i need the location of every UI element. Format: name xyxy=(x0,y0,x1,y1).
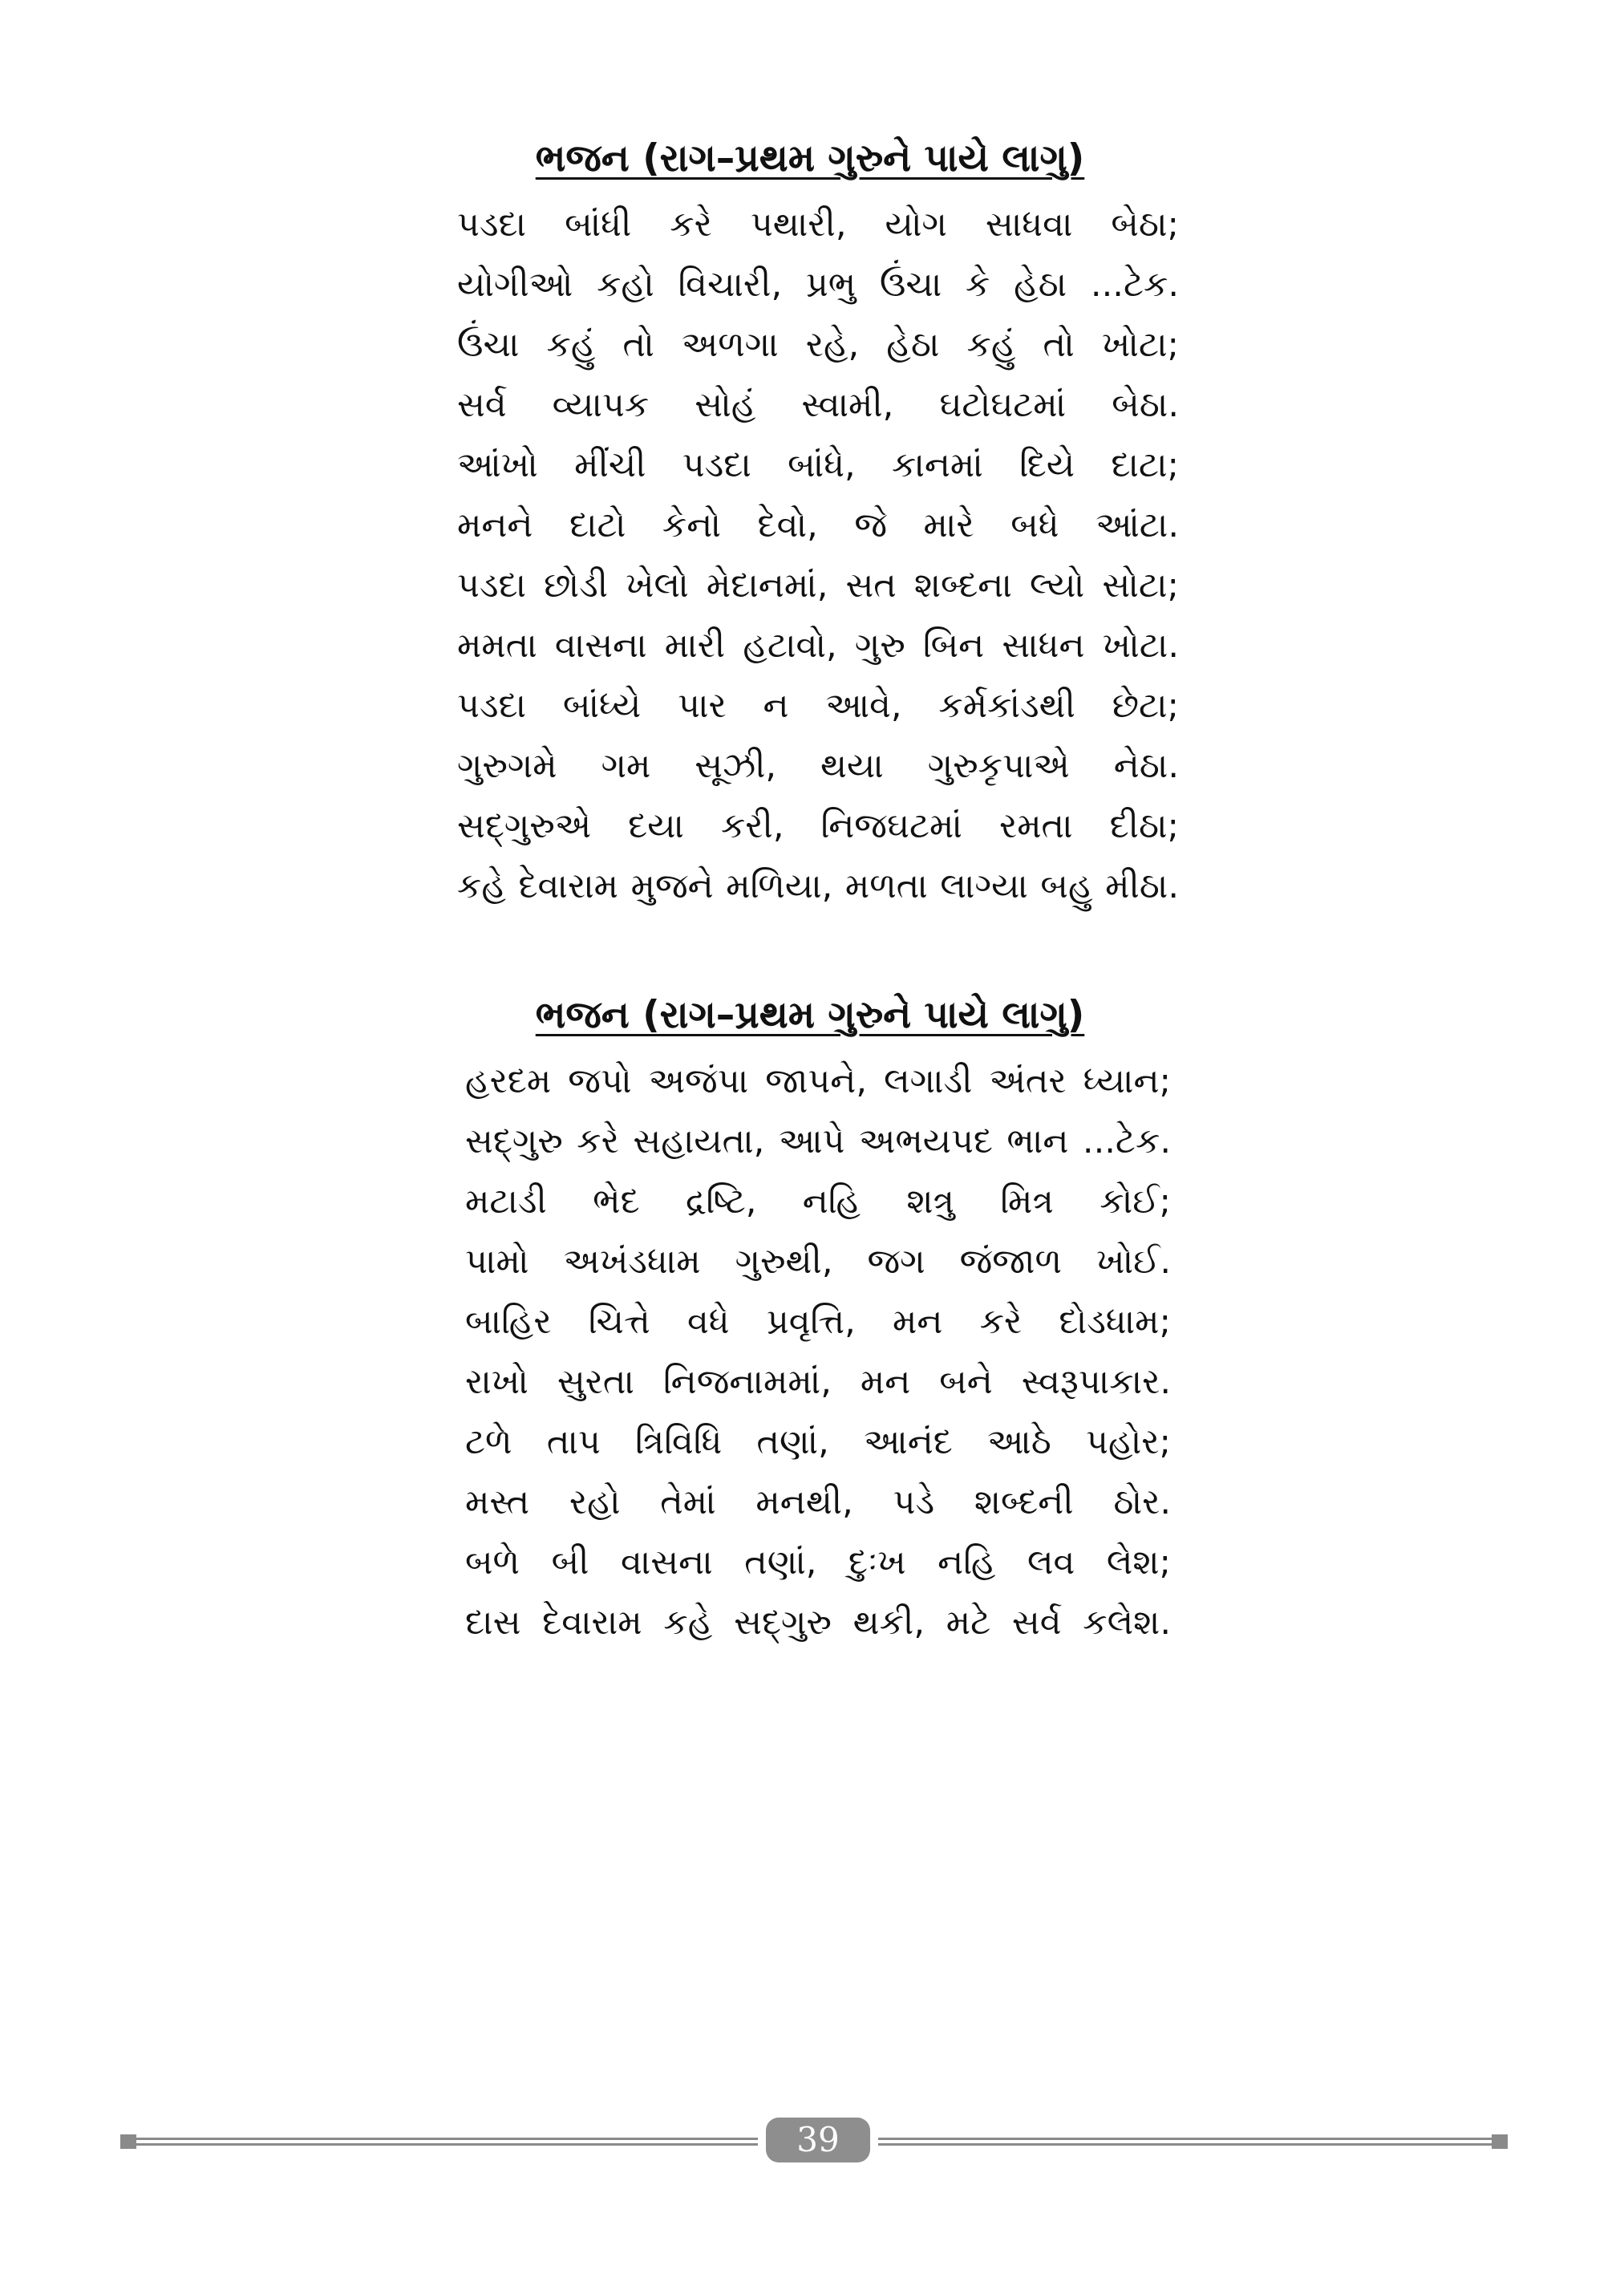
bhajan-2-line-7: ટળે તાપ ત્રિવિધિ તણાં, આનંદ આઠે પહોર; xyxy=(465,1422,1171,1462)
page-number: 39 xyxy=(766,2118,870,2162)
bhajan-1-line-12: કહે દેવારામ મુજને મળિયા, મળતા લાગ્યા બહુ મીઠા. xyxy=(457,866,1179,906)
footer-rule-left xyxy=(136,2138,758,2146)
footer-bar-cap-left xyxy=(120,2134,136,2149)
bhajan-1-line-4: સર્વ વ્યાપક સોહં સ્વામી, ઘટોઘટમાં બેઠા. xyxy=(457,385,1179,425)
footer-rule-right xyxy=(878,2138,1492,2146)
bhajan-1-line-10: ગુરુગમે ગમ સૂઝી, થયા ગુરુકૃપાએ નેઠા. xyxy=(457,746,1179,786)
bhajan-2-line-5: બાહિર ચિત્તે વધે પ્રવૃત્તિ, મન કરે દોડધામ; xyxy=(465,1302,1171,1342)
bhajan-2-line-2: સદ્‌ગુરુ કરે સહાયતા, આપે અભયપદ ભાન ...ટેક. xyxy=(465,1121,1171,1161)
bhajan-1-line-3: ઉંચા કહું તો અળગા રહે, હેઠા કહું તો ખોટા; xyxy=(457,325,1179,365)
bhajan-1-title: ભજન (રાગ–પ્રથમ ગુરુને પાયે લાગુ) xyxy=(535,136,1085,180)
bhajan-2-line-8: મસ્ત રહો તેમાં મનથી, પડે શબ્દની ઠોર. xyxy=(465,1482,1171,1522)
bhajan-1-line-7: પડદા છોડી ખેલો મેદાનમાં, સત શબ્દના લ્યો સોટા; xyxy=(457,565,1179,606)
bhajan-2-line-9: બળે બી વાસના તણાં, દુઃખ નહિ લવ લેશ; xyxy=(465,1542,1171,1583)
bhajan-1-line-9: પડદા બાંધ્યે પાર ન આવે, કર્મકાંડથી છેટા; xyxy=(457,686,1179,726)
bhajan-2-line-4: પામો અખંડધામ ગુરુથી, જગ જંજાળ ખોઈ. xyxy=(465,1242,1171,1282)
bhajan-1-line-5: આંખો મીંચી પડદા બાંધે, કાનમાં દિયે દાટા; xyxy=(457,445,1179,485)
bhajan-1-line-8: મમતા વાસના મારી હટાવો, ગુરુ બિન સાધન ખોટા. xyxy=(457,626,1179,666)
bhajan-1-line-11: સદ્‌ગુરુએ દયા કરી, નિજઘટમાં રમતા દીઠા; xyxy=(457,806,1179,846)
bhajan-2-line-6: રાખો સુરતા નિજનામમાં, મન બને સ્વરૂપાકાર. xyxy=(465,1362,1171,1402)
bhajan-1-line-6: મનને દાટો કેનો દેવો, જે મારે બધે આંટા. xyxy=(457,505,1179,545)
bhajan-1-line-1: પડદા બાંધી કરે પથારી, યોગ સાધવા બેઠા; xyxy=(457,205,1179,245)
bhajan-2-line-10: દાસ દેવારામ કહે સદ્‌ગુરુ થકી, મટે સર્વ કલેશ. xyxy=(465,1603,1171,1643)
bhajan-2-title: ભજન (રાગ–પ્રથમ ગુરુને પાયે લાગુ) xyxy=(535,993,1085,1037)
page-footer xyxy=(120,2116,1508,2164)
footer-bar-cap-right xyxy=(1492,2134,1508,2149)
bhajan-2-line-1: હરદમ જપો અજંપા જાપને, લગાડી અંતર ધ્યાન; xyxy=(465,1061,1171,1101)
bhajan-1-line-2: યોગીઓ કહો વિચારી, પ્રભુ ઉંચા કે હેઠા ...ટેક. xyxy=(457,265,1179,305)
bhajan-2-line-3: મટાડી ભેદ દ્રષ્ટિ, નહિ શત્રુ મિત્ર કોઈ; xyxy=(465,1182,1171,1222)
